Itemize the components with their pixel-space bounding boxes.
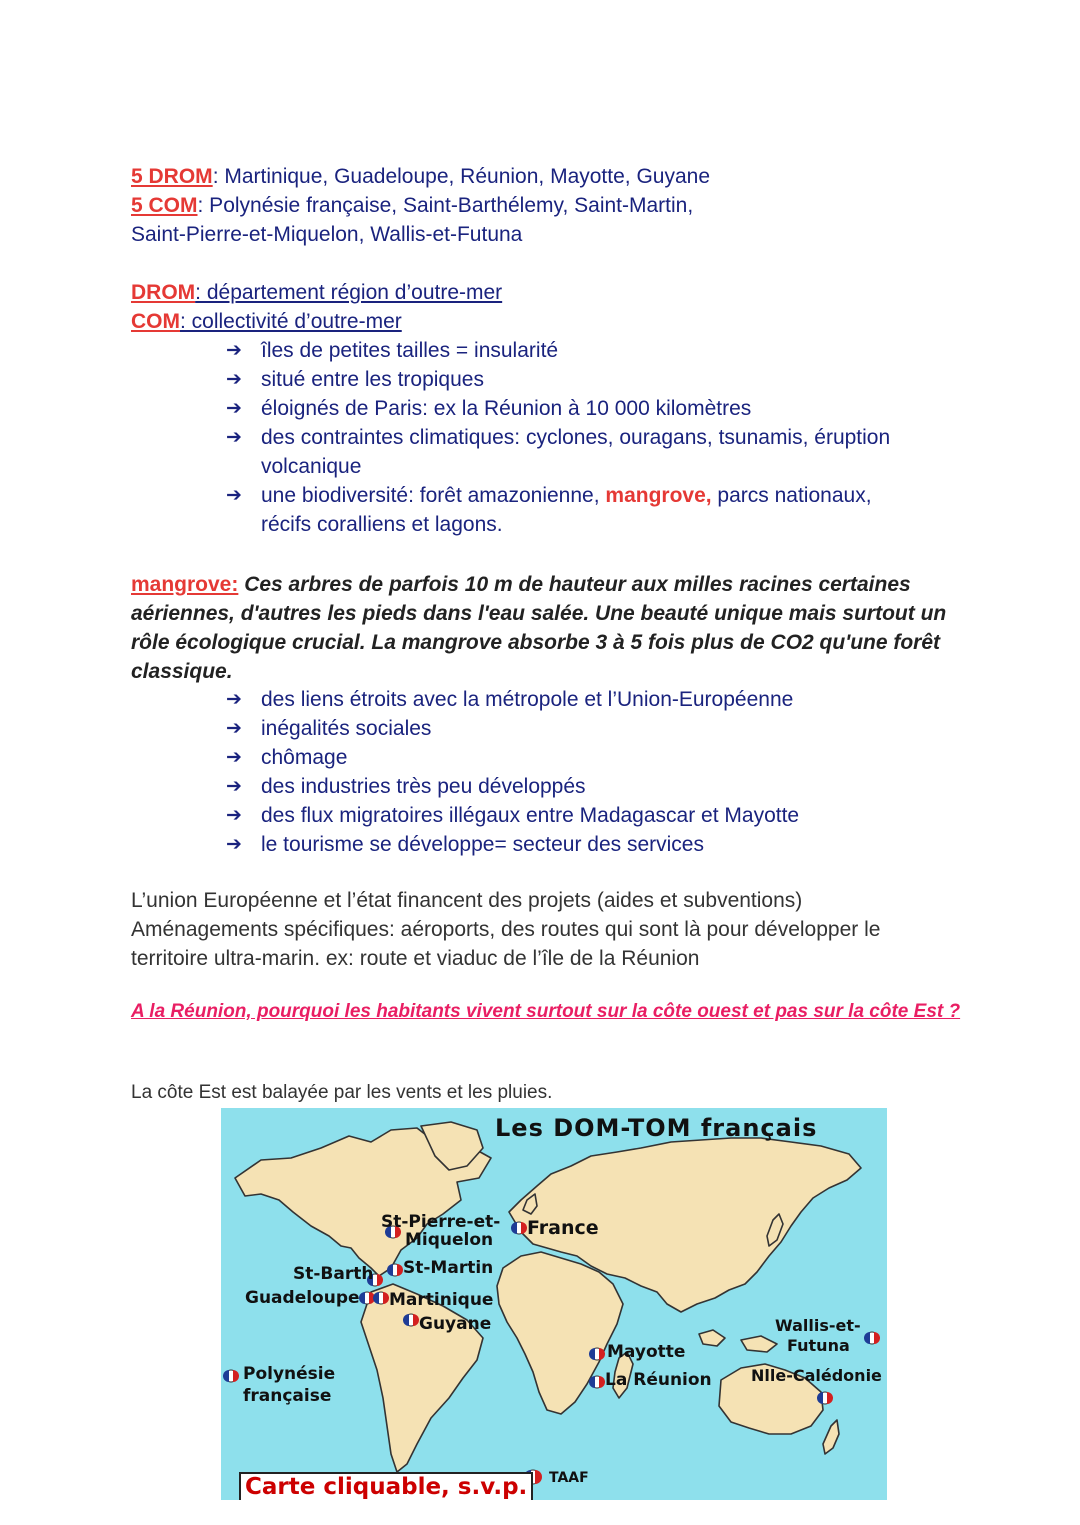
flag-caledonie xyxy=(817,1392,833,1404)
label-polynesie-2[interactable]: française xyxy=(243,1386,332,1406)
com-definition: : collectivité d’outre-mer xyxy=(180,310,402,333)
com-list-1: : Polynésie française, Saint-Barthélemy, Saint-Martin, xyxy=(197,194,694,217)
arrow-icon: ➔ xyxy=(226,340,242,361)
label-guyane[interactable]: Guyane xyxy=(419,1314,492,1334)
dom-tom-map[interactable] xyxy=(221,1108,887,1500)
issues-list xyxy=(226,685,926,859)
list-item: ➔ des flux migratoires illégaux entre Madagascar et Mayotte xyxy=(226,801,926,830)
label-st-pierre-2[interactable]: Miquelon xyxy=(405,1230,494,1250)
arrow-icon: ➔ xyxy=(226,718,242,739)
arrow-icon: ➔ xyxy=(226,427,242,448)
arrow-icon: ➔ xyxy=(226,834,242,855)
list-item: ➔ une biodiversité: forêt amazonienne, mangrove, parcs nationaux, récifs coralliens et lagons. xyxy=(226,481,926,539)
label-st-martin[interactable]: St-Martin xyxy=(403,1258,494,1278)
list-item: ➔ des liens étroits avec la métropole et l’Union-Européenne xyxy=(226,685,926,714)
label-st-barth[interactable]: St-Barth xyxy=(293,1264,374,1284)
flag-wallis xyxy=(864,1332,880,1344)
label-taaf[interactable]: TAAF xyxy=(549,1470,589,1486)
arrow-icon: ➔ xyxy=(226,776,242,797)
com-list-2: Saint-Pierre-et-Miquelon, Wallis-et-Futuna xyxy=(131,223,523,246)
label-mayotte[interactable]: Mayotte xyxy=(607,1342,686,1362)
drom-definition: : département région d’outre-mer xyxy=(195,281,503,304)
flag-mayotte xyxy=(589,1348,605,1360)
territories-intro xyxy=(131,162,710,249)
reunion-question: A la Réunion, pourquoi les habitants vivent surtout sur la côte ouest et pas sur la côte Est ? xyxy=(131,1001,961,1022)
flag-st-martin xyxy=(387,1264,403,1276)
arrow-icon: ➔ xyxy=(226,485,242,506)
features-list xyxy=(226,336,926,539)
south-america-landmass xyxy=(361,1284,483,1472)
map-title: Les DOM-TOM français xyxy=(495,1114,818,1142)
flag-martinique xyxy=(373,1292,389,1304)
funding-line-1: L’union Européenne et l’état financent des projets (aides et subventions) xyxy=(131,889,803,912)
arrow-icon: ➔ xyxy=(226,398,242,419)
label-polynesie-1[interactable]: Polynésie xyxy=(243,1364,336,1384)
flag-guyane xyxy=(403,1314,419,1326)
indonesia-landmass xyxy=(699,1330,725,1346)
flag-polynesie xyxy=(223,1370,239,1382)
label-st-pierre-1[interactable]: St-Pierre-et- xyxy=(381,1212,501,1232)
list-item: ➔ des industries très peu développés xyxy=(226,772,926,801)
mangrove-highlight: mangrove, xyxy=(605,484,712,507)
mangrove-text: Ces arbres de parfois 10 m de hauteur aux milles racines certaines aériennes, d'autres les pieds dans l'eau salée. Une beauté unique mais surtout un rôle écologique crucial. La mangrove absorbe 3 à 5 fois plus de CO2 qu'une forêt classique. xyxy=(131,573,947,683)
label-france[interactable]: France xyxy=(527,1217,599,1239)
label-guadeloupe[interactable]: Guadeloupe xyxy=(245,1288,360,1308)
mangrove-definition xyxy=(131,570,971,686)
drom-term: DROM xyxy=(131,281,196,304)
reunion-answer: La côte Est est balayée par les vents et les pluies. xyxy=(131,1082,553,1103)
funding-paragraph xyxy=(131,886,951,973)
mangrove-term: mangrove: xyxy=(131,573,239,596)
arrow-icon: ➔ xyxy=(226,689,242,710)
list-item: ➔ éloignés de Paris: ex la Réunion à 10 000 kilomètres xyxy=(226,394,926,423)
funding-line-2: Aménagements spécifiques: aéroports, des routes qui sont là pour développer le territoire ultra-marin. ex: route et viaduc de l’île de la Réunion xyxy=(131,918,881,970)
arrow-icon: ➔ xyxy=(226,805,242,826)
drom-count: 5 DROM xyxy=(131,165,213,188)
arrow-icon: ➔ xyxy=(226,369,242,390)
flag-reunion xyxy=(589,1376,605,1388)
definitions xyxy=(131,278,502,336)
flag-guadeloupe xyxy=(359,1292,375,1304)
list-item: ➔ le tourisme se développe= secteur des services xyxy=(226,830,926,859)
label-reunion[interactable]: La Réunion xyxy=(605,1370,712,1390)
list-item: ➔ îles de petites tailles = insularité xyxy=(226,336,926,365)
com-count: 5 COM xyxy=(131,194,198,217)
arrow-icon: ➔ xyxy=(226,747,242,768)
label-caledonie[interactable]: Nlle-Calédonie xyxy=(751,1366,882,1385)
clickable-map-button[interactable]: Carte cliquable, s.v.p. xyxy=(239,1472,533,1500)
new-guinea-landmass xyxy=(741,1336,777,1352)
list-item: ➔ chômage xyxy=(226,743,926,772)
new-zealand-landmass xyxy=(823,1420,839,1454)
list-item: ➔ inégalités sociales xyxy=(226,714,926,743)
flag-france xyxy=(511,1222,527,1234)
list-item: ➔ situé entre les tropiques xyxy=(226,365,926,394)
com-term: COM xyxy=(131,310,180,333)
drom-list: : Martinique, Guadeloupe, Réunion, Mayotte, Guyane xyxy=(212,165,710,188)
label-martinique[interactable]: Martinique xyxy=(389,1290,494,1310)
list-item: ➔ des contraintes climatiques: cyclones, ouragans, tsunamis, éruption volcanique xyxy=(226,423,926,481)
label-wallis-2[interactable]: Futuna xyxy=(787,1336,850,1355)
label-wallis-1[interactable]: Wallis-et- xyxy=(775,1316,861,1335)
